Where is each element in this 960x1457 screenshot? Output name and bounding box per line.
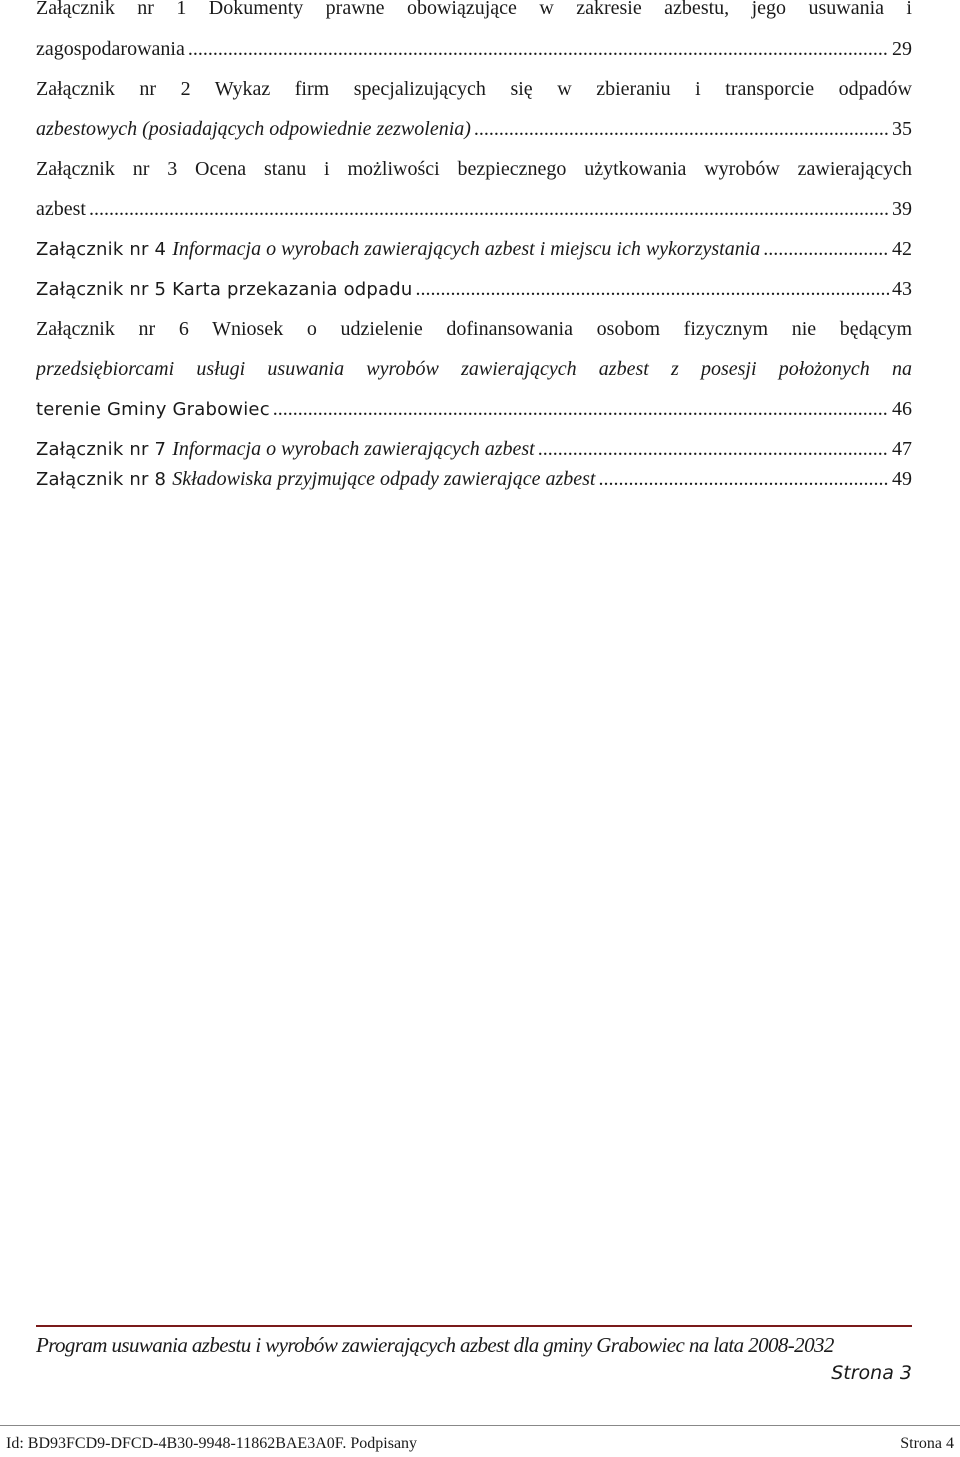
dot-leader (598, 466, 889, 492)
toc-entry-6-line-1[interactable] (36, 316, 912, 342)
toc-entry-2-line-1[interactable] (36, 76, 912, 102)
toc-entry-3-text: Załącznik nr 3 Ocena stanu i możliwości bezpiecznego użytkowania wyrobów zawierających (36, 158, 912, 180)
toc-entry-1-text: Załącznik nr 1 Dokumenty prawne obowiązujące w zakresie azbestu, jego usuwania i (36, 0, 912, 19)
dot-leader (89, 196, 889, 222)
toc-entry-4[interactable] (36, 236, 912, 263)
toc-entry-3-line-2[interactable] (36, 196, 912, 222)
dot-leader (188, 36, 889, 62)
toc-entry-2-text-cont: azbestowych (posiadających odpowiednie zezwolenia) (36, 118, 471, 140)
document-id-label: Id: BD93FCD9-DFCD-4B30-9948-11862BAE3A0F. Podpisany (6, 1435, 418, 1452)
toc-entry-8[interactable] (36, 466, 912, 493)
toc-entry-1-line-1[interactable] (36, 0, 912, 21)
bottom-divider (0, 1425, 960, 1426)
toc-entry-2-line-2[interactable] (36, 116, 912, 142)
toc-entry-7[interactable] (36, 436, 912, 463)
toc-entry-7-page: 47 (892, 438, 912, 460)
toc-entry-6-text-end: terenie Gminy Grabowiec (36, 399, 270, 420)
toc-entry-4-title: Informacja o wyrobach zawierających azbest i miejscu ich wykorzystania (172, 238, 761, 260)
toc-entry-3-line-1[interactable] (36, 156, 912, 182)
dot-leader (763, 236, 889, 262)
toc-entry-1-text-cont: zagospodarowania (36, 38, 185, 60)
toc-entry-1-line-2[interactable] (36, 36, 912, 62)
toc-entry-1-page: 29 (892, 38, 912, 60)
dot-leader (474, 116, 889, 142)
toc-entry-4-prefix: Załącznik nr 4 (36, 239, 167, 260)
toc-entry-7-title: Informacja o wyrobach zawierających azbest (172, 438, 535, 460)
dot-leader (416, 276, 890, 302)
toc-entry-7-prefix: Załącznik nr 7 (36, 439, 167, 460)
toc-entry-5[interactable] (36, 276, 912, 303)
dot-leader (538, 436, 889, 462)
toc-entry-2-page: 35 (892, 118, 912, 140)
toc-entry-5-text: Załącznik nr 5 Karta przekazania odpadu (36, 279, 413, 300)
toc-entry-6-line-2[interactable] (36, 356, 912, 382)
toc-entry-4-page: 42 (892, 238, 912, 260)
bottom-page-number: Strona 4 (900, 1435, 954, 1452)
toc-entry-8-page: 49 (892, 468, 912, 490)
toc-entry-8-prefix: Załącznik nr 8 (36, 469, 167, 490)
footer-document-title: Program usuwania azbestu i wyrobów zawierających azbest dla gminy Grabowiec na lata 2008-2032 (36, 1333, 834, 1357)
toc-entry-6-text-cont: przedsiębiorcami usługi usuwania wyrobów zawierających azbest z posesji położonych na (36, 358, 912, 380)
toc-entry-8-title: Składowiska przyjmujące odpady zawierające azbest (172, 468, 596, 490)
toc-entry-6-page: 46 (892, 398, 912, 420)
dot-leader (273, 396, 889, 422)
toc-entry-5-page: 43 (892, 278, 912, 300)
footer-rule (36, 1325, 912, 1327)
toc-entry-6-line-3[interactable] (36, 396, 912, 423)
toc-entry-6-text: Załącznik nr 6 Wniosek o udzielenie dofinansowania osobom fizycznym nie będącym (36, 318, 912, 340)
footer-page-number: Strona 3 (831, 1362, 912, 1384)
toc-entry-2-text: Załącznik nr 2 Wykaz firm specjalizujących się w zbieraniu i transporcie odpadów (36, 78, 912, 100)
toc-entry-3-page: 39 (892, 198, 912, 220)
toc-entry-3-text-cont: azbest (36, 198, 86, 220)
